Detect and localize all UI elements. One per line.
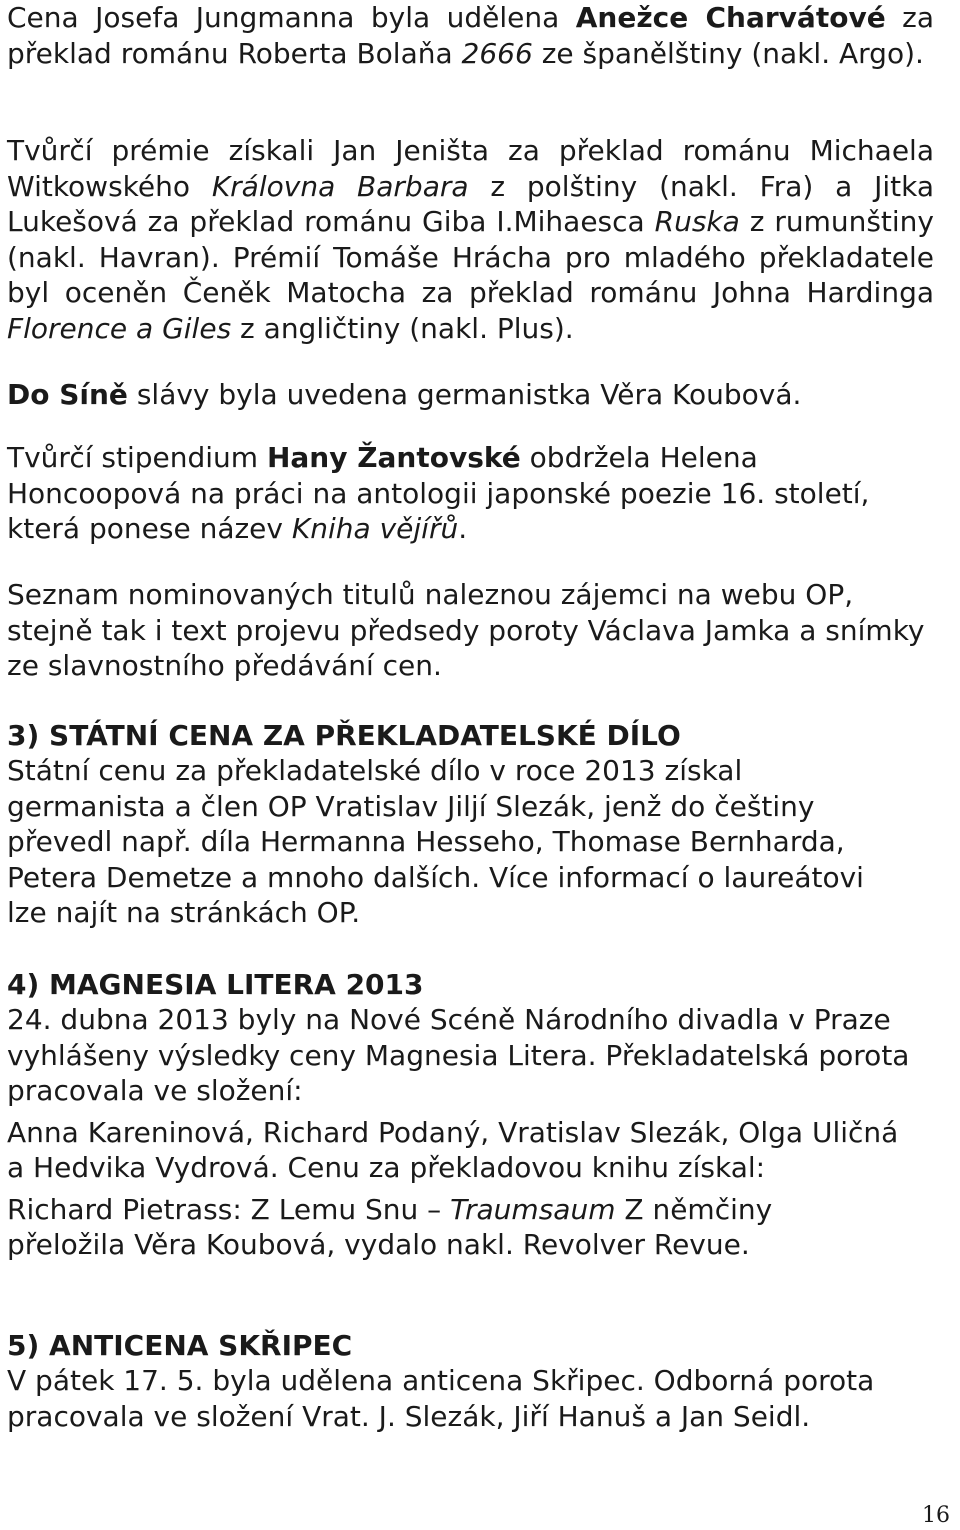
paragraph-nominations-list: Seznam nominovaných titulů naleznou zájemci na webu OP, stejně tak i text projevu předsedy poroty Václava Jamka a snímky ze slavnostního předávání cen.	[7, 578, 925, 682]
page-number: 16	[922, 1503, 950, 1528]
section-body	[7, 1363, 934, 1434]
section-skripec-antiprize	[7, 1328, 934, 1434]
text-line: přeložila Věra Koubová, vydalo nakl. Revolver Revue.	[7, 1228, 750, 1261]
text-line: a Hedvika Vydrová. Cenu za překladovou knihu získal:	[7, 1151, 766, 1184]
section-magnesia-litera	[7, 967, 934, 1263]
winning-translation	[7, 1192, 934, 1263]
section-heading: 4) MAGNESIA LITERA 2013	[7, 968, 424, 1001]
text-line: Státní cenu za překladatelské dílo v roce 2013 získal	[7, 754, 743, 787]
text-line: Anna Kareninová, Richard Podaný, Vratislav Slezák, Olga Uličná	[7, 1115, 899, 1149]
text-line: germanista a člen OP Vratislav Jiljí Slezák, jenž do češtiny	[7, 789, 815, 823]
paragraph-jungmann-prize: Cena Josefa Jungmanna byla udělena Anežce Charvátové za překlad románu Roberta Bolaňa 2666 ze španělštiny (nakl. Argo).	[7, 1, 935, 70]
section-state-prize	[7, 718, 934, 931]
paragraph-hall-of-fame: Do Síně slávy byla uvedena germanistka Věra Koubová.	[7, 378, 802, 411]
text-line: vyhlášeny výsledky ceny Magnesia Litera. Překladatelská porota	[7, 1038, 910, 1072]
text-line: V pátek 17. 5. byla udělena anticena Skřipec. Odborná porota	[7, 1364, 875, 1397]
text-line: Petera Demetze a mnoho dalších. Více informací o laureátovi	[7, 860, 864, 894]
text-line: pracovala ve složení:	[7, 1074, 303, 1107]
text-line: 24. dubna 2013 byly na Nové Scéně Národního divadla v Praze	[7, 1003, 891, 1036]
text-line: lze najít na stránkách OP.	[7, 896, 361, 929]
jury-list	[7, 1115, 934, 1186]
text-line: Richard Pietrass: Z Lemu Snu – Traumsaum Z němčiny	[7, 1192, 773, 1226]
section-heading: 3) STÁTNÍ CENA ZA PŘEKLADATELSKÉ DÍLO	[7, 719, 681, 752]
text-line: pracovala ve složení Vrat. J. Slezák, Jiří Hanuš a Jan Seidl.	[7, 1399, 811, 1433]
section-heading: 5) ANTICENA SKŘIPEC	[7, 1329, 353, 1362]
section-body	[7, 1002, 934, 1109]
paragraph-creative-premiums: Tvůrčí prémie získali Jan Jeništa za překlad románu Michaela Witkowského Královna Barbara z polštiny (nakl. Fra) a Jitka Lukešová za překlad románu Giba I.Mihaesca Ruska z rumunštiny (nakl. Havran). Prémií Tomáše Hrácha pro mladého překladatele byl oceněn Čeněk Matocha za překlad románu Johna Hardinga Florence a Giles z angličtiny (nakl. Plus).	[7, 134, 935, 345]
paragraph-zantovska-stipend: Tvůrčí stipendium Hany Žantovské obdržela Helena Honcoopová na práci na antologii japonské poezie 16. století, která ponese název Kniha vějířů.	[7, 441, 870, 545]
text-line: převedl např. díla Hermanna Hesseho, Thomase Bernharda,	[7, 825, 845, 858]
section-body	[7, 753, 934, 931]
